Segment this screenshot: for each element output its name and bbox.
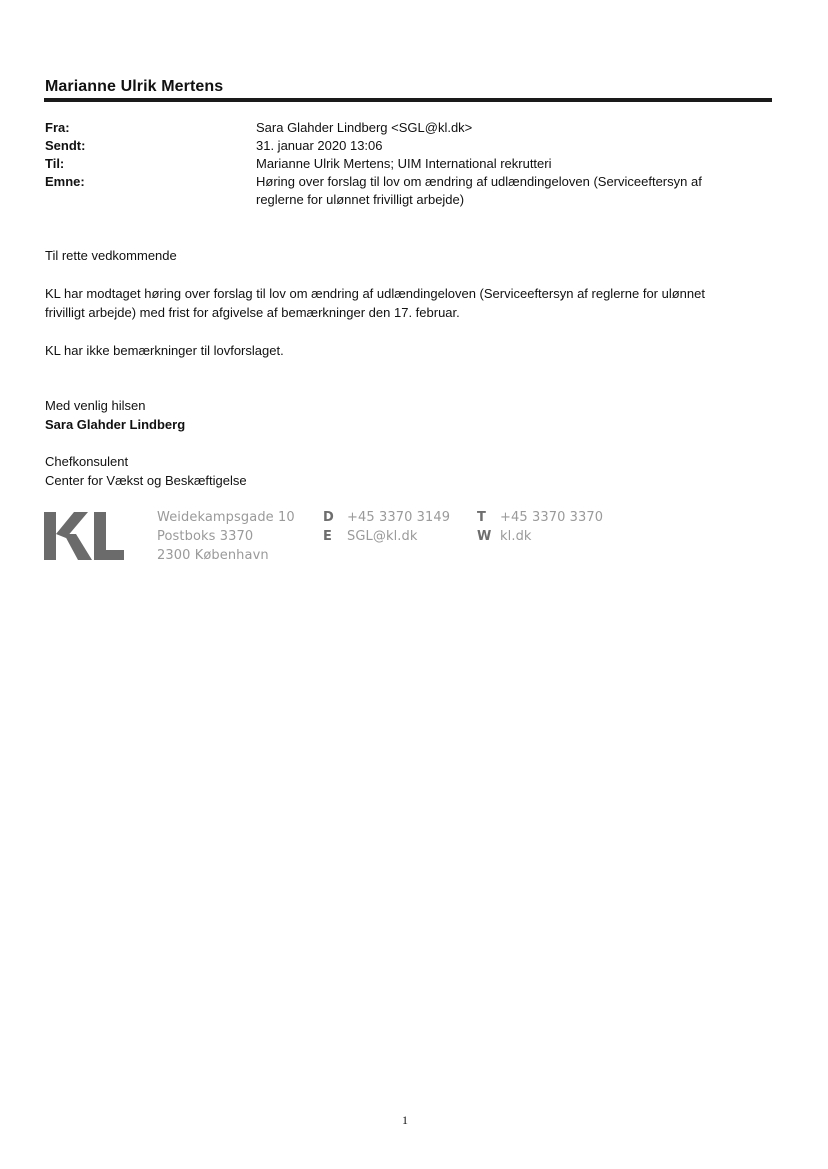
header-subject-label: Emne:: [45, 174, 85, 189]
signature-name: Sara Glahder Lindberg: [45, 417, 186, 432]
header-sent-value: 31. januar 2020 13:06: [256, 138, 383, 153]
contact-direct-value: +45 3370 3149: [347, 510, 451, 525]
contact-address-line3: 2300 København: [157, 548, 269, 563]
header-subject-row: [45, 173, 775, 209]
header-sent-row: [45, 137, 775, 155]
contact-web-value[interactable]: kl.dk: [500, 529, 532, 544]
contact-email-value[interactable]: SGL@kl.dk: [347, 529, 418, 544]
header-from-value: Sara Glahder Lindberg <SGL@kl.dk>: [256, 120, 473, 135]
header-from-label: Fra:: [45, 120, 70, 135]
signature-role: Chefkonsulent: [45, 454, 129, 469]
page-title: Marianne Ulrik Mertens: [45, 78, 224, 95]
signature-department: Center for Vækst og Beskæftigelse: [45, 473, 247, 488]
header-to-row: [45, 155, 775, 173]
contact-email-key: E: [323, 529, 332, 544]
body-paragraph1-line1: KL har modtaget høring over forslag til lov om ændring af udlændingeloven (Serviceeftersyn af reglerne for ulønnet: [45, 286, 705, 301]
header-to-value: Marianne Ulrik Mertens; UIM International rekrutteri: [256, 156, 552, 171]
signature-closing: Med venlig hilsen: [45, 398, 146, 413]
page-number: 1: [402, 1113, 408, 1127]
header-subject-value-line2: reglerne for ulønnet frivilligt arbejde): [256, 192, 465, 207]
header-to-label: Til:: [45, 156, 65, 171]
title-divider: [44, 98, 772, 102]
kl-logo: [44, 512, 124, 560]
contact-address-line1: Weidekampsgade 10: [157, 510, 295, 525]
contact-direct-key: D: [323, 510, 334, 525]
header-from-row: [45, 119, 775, 137]
body-paragraph1-line2: frivilligt arbejde) med frist for afgivelse af bemærkninger den 17. februar.: [45, 305, 460, 320]
contact-phone-key: T: [477, 510, 486, 525]
header-sent-label: Sendt:: [45, 138, 86, 153]
body-greeting: Til rette vedkommende: [45, 248, 177, 263]
contact-address-line2: Postboks 3370: [157, 529, 254, 544]
kl-logo-mark: [44, 512, 124, 560]
body-paragraph2: KL har ikke bemærkninger til lovforslaget.: [45, 343, 284, 358]
header-subject-value-line1: Høring over forslag til lov om ændring af udlændingeloven (Serviceeftersyn af: [256, 174, 702, 189]
contact-phone-value: +45 3370 3370: [500, 510, 604, 525]
contact-web-key: W: [477, 529, 492, 544]
